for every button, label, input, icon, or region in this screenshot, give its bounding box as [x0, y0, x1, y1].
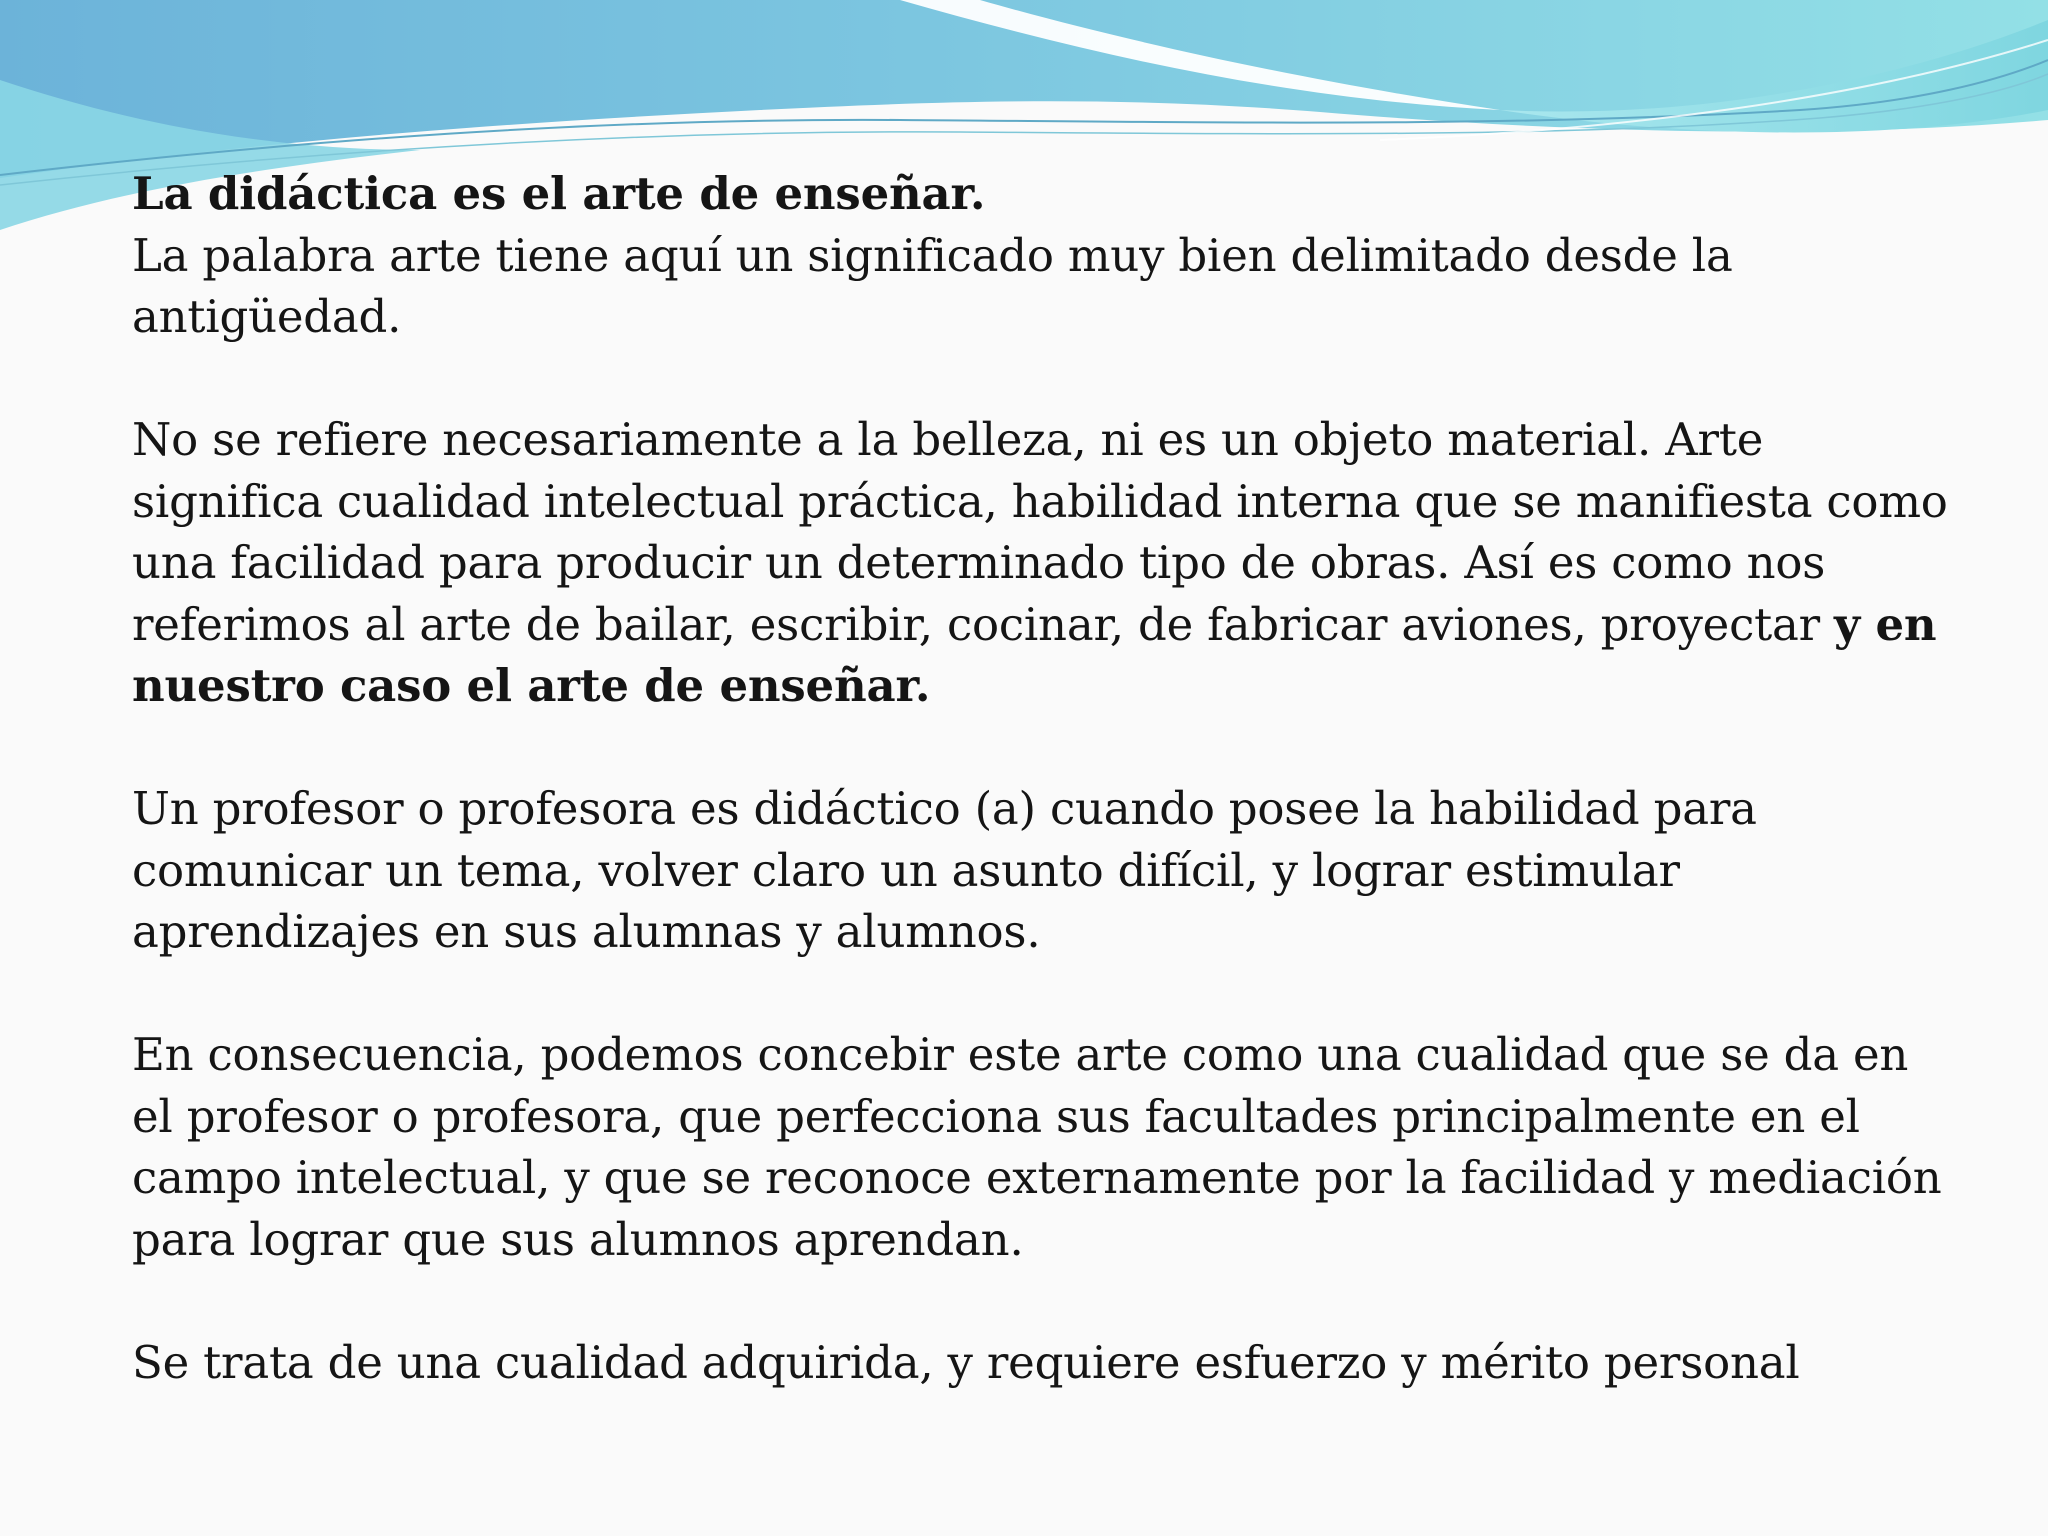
consequence-paragraph: En consecuencia, podemos concebir este arte como una cualidad que se da en el profesor o profesora, que perfecciona sus facultades principalmente en el campo intelectual, y que se reconoce externamente por la facilidad y mediación para lograr que sus alumnos aprendan. — [132, 1028, 1942, 1266]
slide-body — [132, 163, 1952, 1393]
definition-text: No se refiere necesariamente a la belleza, ni es un objeto material. Arte significa cualidad intelectual práctica, habilidad interna que se manifiesta como una facilidad para producir un determinado tipo de obras. Así es como nos referimos al arte de bailar, escribir, cocinar, de fabricar aviones, proyectar — [132, 413, 1948, 651]
teacher-paragraph: Un profesor o profesora es didáctico (a) cuando posee la habilidad para comunicar un tema, volver claro un asunto difícil, y lograr estimular aprendizajes en sus alumnas y alumnos. — [132, 782, 1757, 958]
slide-heading: La didáctica es el arte de enseñar. — [132, 167, 986, 220]
definition-paragraph — [132, 409, 1952, 717]
closing-paragraph: Se trata de una cualidad adquirida, y requiere esfuerzo y mérito personal — [132, 1335, 1800, 1389]
intro-paragraph: La palabra arte tiene aquí un significado muy bien delimitado desde la antigüedad. — [132, 228, 1733, 343]
definition-emphasis: y en nuestro caso el arte de enseñar. — [132, 597, 1937, 712]
